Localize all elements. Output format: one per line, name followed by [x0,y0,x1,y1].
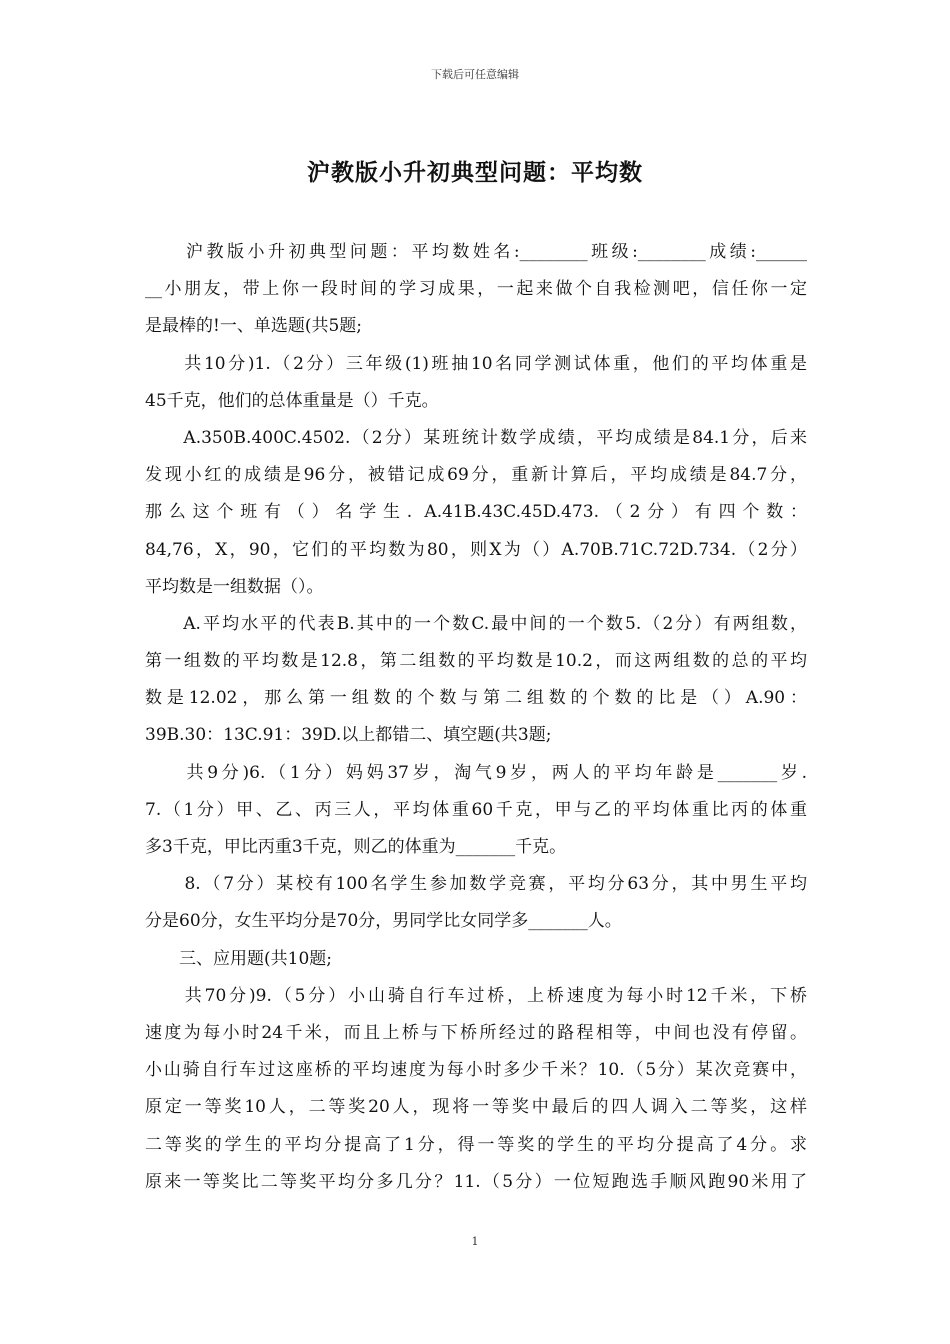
text-line: 共9分)6.（1分）妈妈37岁，淘气9岁，两人的平均年龄是_______岁. [145,762,807,783]
document-title: 沪教版小升初典型问题：平均数 [307,160,643,186]
page-header: 下载后可任意编辑 [431,68,519,81]
text-line: 原来一等奖比二等奖平均分多几分？11.（5分）一位短跑选手顺风跑90米用了 [145,1171,807,1192]
text-line: 45千克，他们的总体重量是（）千克。 [145,390,439,411]
text-line: 那么这个班有（）名学生. A.41B.43C.45D.473.（2分）有四个数： [145,502,807,523]
text-line: A.平均水平的代表B.其中的一个数C.最中间的一个数5.（2分）有两组数， [145,613,807,634]
text-line: 共10分)1.（2分）三年级(1)班抽10名同学测试体重，他们的平均体重是 [145,353,807,374]
text-line: 原定一等奖10人，二等奖20人，现将一等奖中最后的四人调入二等奖，这样 [145,1097,807,1118]
text-line: 小山骑自行车过这座桥的平均速度为每小时多少千米？10.（5分）某次竞赛中， [145,1060,807,1081]
text-line: 平均数是一组数据（）。 [145,576,324,597]
text-line: 是最棒的!一、单选题(共5题; [145,316,363,337]
text-line: 数是12.02，那么第一组数的个数与第二组数的个数的比是（）A.90： [145,688,807,709]
document-body [145,234,807,1201]
text-line: A.350B.400C.4502.（2分）某班统计数学成绩，平均成绩是84.1分，后来 [145,427,807,448]
text-line: __小朋友，带上你一段时间的学习成果，一起来做个自我检测吧，信任你一定 [145,279,807,300]
text-line: 39B.30：13C.91：39D.以上都错二、填空题(共3题; [145,725,552,746]
text-line: 发现小红的成绩是96分，被错记成69分，重新计算后，平均成绩是84.7分， [145,465,807,486]
text-line: 84,76，X，90，它们的平均数为80，则X为（）A.70B.71C.72D.734.（2分） [145,539,807,560]
text-line: 第一组数的平均数是12.8，第二组数的平均数是10.2，而这两组数的总的平均 [145,651,807,672]
page-number: 1 [471,1235,479,1248]
text-line: 8.（7分）某校有100名学生参加数学竞赛，平均分63分，其中男生平均 [145,874,807,895]
text-line: 分是60分，女生平均分是70分，男同学比女同学多_______人。 [145,911,622,932]
text-line: 三、应用题(共10题; [145,948,332,969]
text-line: 7.（1分）甲、乙、丙三人，平均体重60千克，甲与乙的平均体重比丙的体重 [145,799,807,820]
text-line: 沪教版小升初典型问题：平均数姓名:________班级:________成绩:______ [145,242,807,262]
text-line: 多3千克，甲比丙重3千克，则乙的体重为_______千克。 [145,837,567,857]
text-line: 二等奖的学生的平均分提高了1分，得一等奖的学生的平均分提高了4分。求 [145,1134,807,1155]
text-line: 速度为每小时24千米，而且上桥与下桥所经过的路程相等，中间也没有停留。 [145,1022,807,1043]
text-line: 共70分)9.（5分）小山骑自行车过桥，上桥速度为每小时12千米，下桥 [145,985,807,1006]
